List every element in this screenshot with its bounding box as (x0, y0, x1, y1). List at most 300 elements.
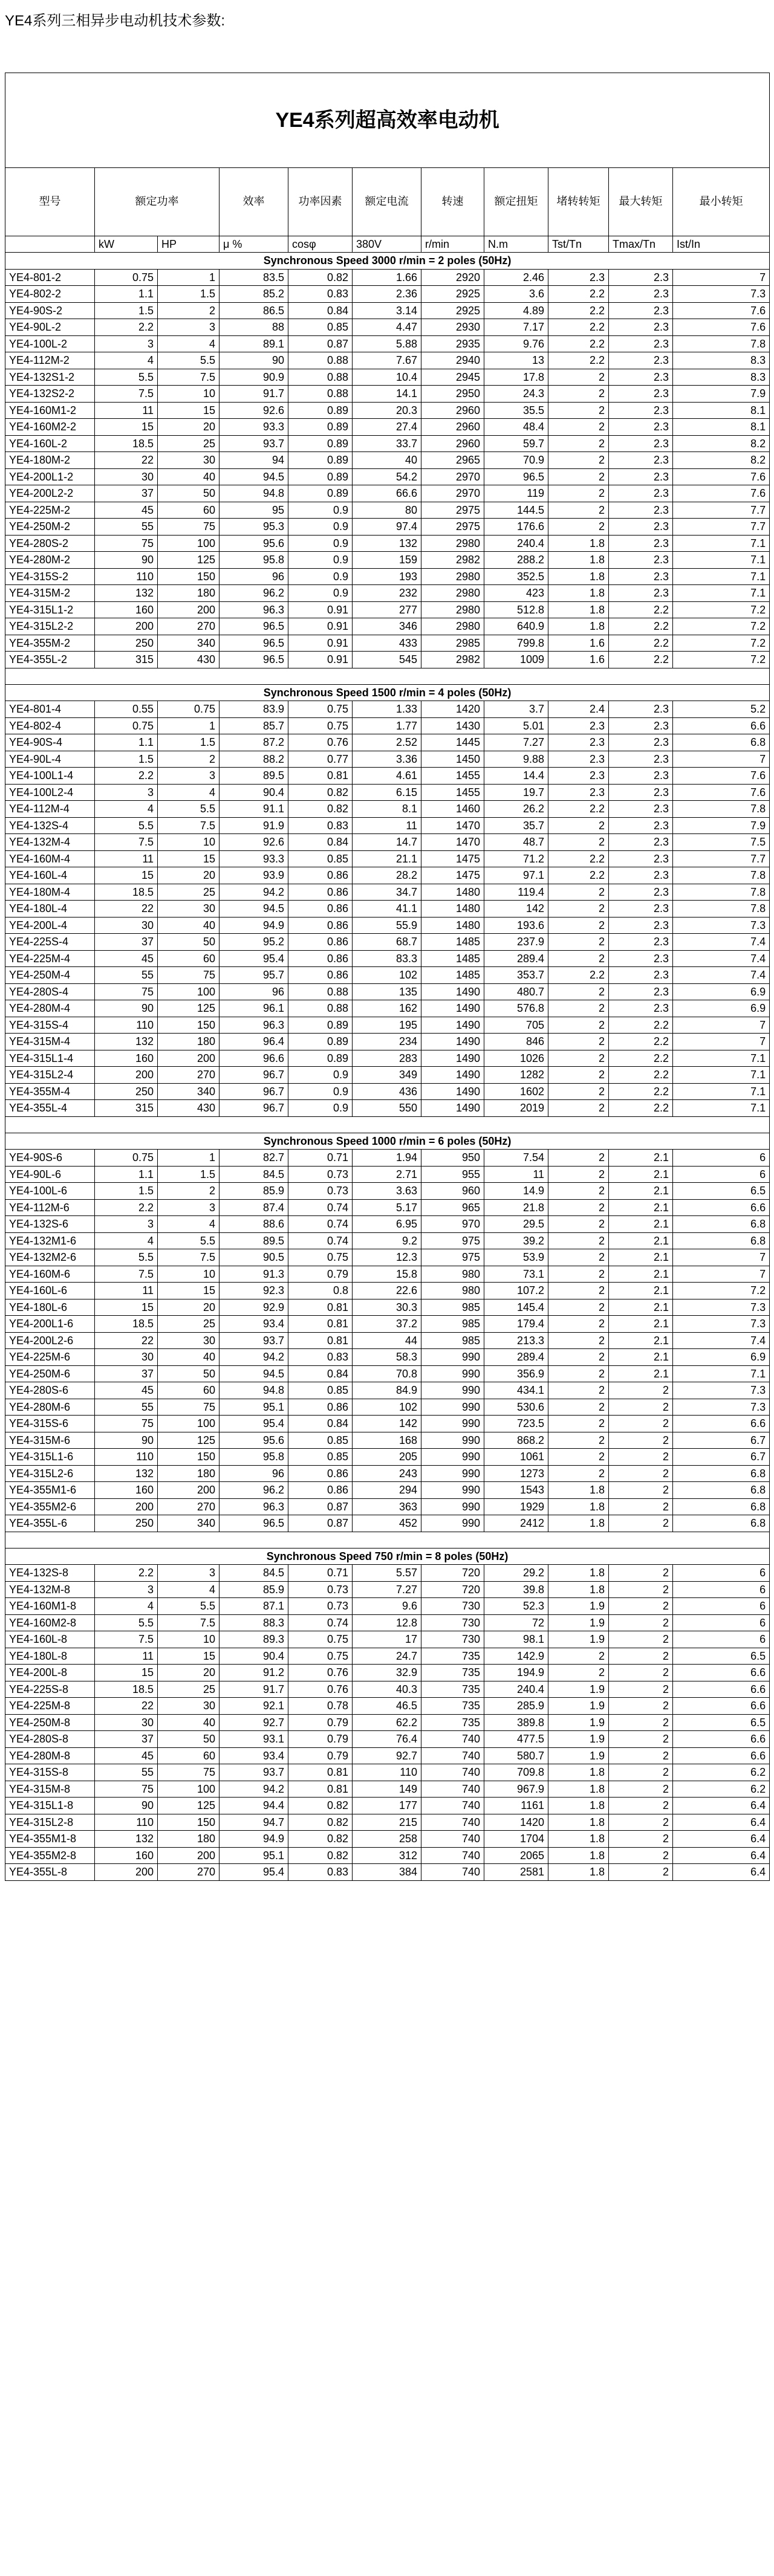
value-cell: 315 (95, 1100, 158, 1117)
value-cell: 0.88 (288, 1000, 353, 1017)
value-cell: 1704 (484, 1831, 548, 1848)
value-cell: 2 (548, 1465, 609, 1482)
column-header: 型号 (5, 168, 95, 236)
value-cell: 990 (421, 1449, 484, 1466)
model-cell: YE4-355L-2 (5, 652, 95, 668)
value-cell: 2 (548, 1349, 609, 1366)
value-cell: 1.8 (548, 1764, 609, 1781)
value-cell: 0.89 (288, 452, 353, 469)
value-cell: 93.9 (220, 867, 288, 884)
value-cell: 2.2 (95, 768, 158, 785)
value-cell: 1445 (421, 734, 484, 751)
model-cell: YE4-160M2-2 (5, 419, 95, 436)
value-cell: 2.3 (609, 452, 673, 469)
value-cell: 17 (353, 1631, 421, 1648)
value-cell: 6.6 (673, 1747, 770, 1764)
value-cell: 95.3 (220, 519, 288, 536)
value-cell: 1485 (421, 950, 484, 967)
column-header: 额定功率 (95, 168, 220, 236)
value-cell: 2 (548, 1449, 609, 1466)
value-cell: 37 (95, 1731, 158, 1748)
value-cell: 88.2 (220, 751, 288, 768)
value-cell: 2.3 (609, 585, 673, 602)
table-row (5, 535, 770, 552)
table-row (5, 934, 770, 951)
value-cell: 1.8 (548, 535, 609, 552)
value-cell: 990 (421, 1349, 484, 1366)
value-cell: 1490 (421, 1000, 484, 1017)
model-cell: YE4-225M-4 (5, 950, 95, 967)
model-cell: YE4-280S-4 (5, 983, 95, 1000)
value-cell: 50 (158, 1731, 220, 1748)
value-cell: 45 (95, 1747, 158, 1764)
value-cell: 110 (353, 1764, 421, 1781)
value-cell: 30 (158, 1698, 220, 1715)
value-cell: 6.8 (673, 1216, 770, 1233)
value-cell: 2982 (421, 652, 484, 668)
value-cell: 709.8 (484, 1764, 548, 1781)
value-cell: 96.4 (220, 1034, 288, 1050)
value-cell: 89.5 (220, 768, 288, 785)
model-cell: YE4-280M-2 (5, 552, 95, 569)
value-cell: 92.7 (353, 1747, 421, 1764)
value-cell: 1.77 (353, 717, 421, 734)
value-cell: 92.9 (220, 1299, 288, 1316)
table-row (5, 1266, 770, 1283)
value-cell: 2.52 (353, 734, 421, 751)
value-cell: 194.9 (484, 1665, 548, 1681)
value-cell: 8.3 (673, 352, 770, 369)
value-cell: 975 (421, 1249, 484, 1266)
value-cell: 6.6 (673, 1416, 770, 1432)
value-cell: 0.86 (288, 1465, 353, 1482)
value-cell: 0.85 (288, 1432, 353, 1449)
value-cell: 2 (548, 934, 609, 951)
model-cell: YE4-250M-2 (5, 519, 95, 536)
value-cell: 2.1 (609, 1316, 673, 1333)
value-cell: 7.6 (673, 485, 770, 502)
value-cell: 2 (609, 1565, 673, 1582)
value-cell: 71.2 (484, 850, 548, 867)
model-cell: YE4-160M1-2 (5, 402, 95, 419)
value-cell: 10 (158, 1631, 220, 1648)
value-cell: 1.9 (548, 1714, 609, 1731)
value-cell: 6.7 (673, 1449, 770, 1466)
value-cell: 2 (609, 1731, 673, 1748)
value-cell: 0.9 (288, 1067, 353, 1084)
table-row (5, 1465, 770, 1482)
value-cell: 5.57 (353, 1565, 421, 1582)
value-cell: 7.2 (673, 652, 770, 668)
value-cell: 90 (95, 1798, 158, 1814)
value-cell: 15 (158, 850, 220, 867)
value-cell: 289.4 (484, 950, 548, 967)
value-cell: 7.2 (673, 601, 770, 618)
value-cell: 1026 (484, 1050, 548, 1067)
model-cell: YE4-132S2-2 (5, 386, 95, 403)
value-cell: 2 (548, 1017, 609, 1034)
table-row (5, 983, 770, 1000)
table-row (5, 502, 770, 519)
value-cell: 40 (158, 1714, 220, 1731)
value-cell: 0.75 (288, 701, 353, 718)
value-cell: 96.5 (220, 652, 288, 668)
section-gap (5, 1532, 770, 1548)
value-cell: 352.5 (484, 568, 548, 585)
value-cell: 80 (353, 502, 421, 519)
value-cell: 1450 (421, 751, 484, 768)
value-cell: 150 (158, 568, 220, 585)
value-cell: 2 (548, 1150, 609, 1167)
model-cell: YE4-90S-2 (5, 302, 95, 319)
model-cell: YE4-180M-2 (5, 452, 95, 469)
value-cell: 740 (421, 1864, 484, 1881)
value-cell: 66.6 (353, 485, 421, 502)
value-cell: 250 (95, 635, 158, 652)
value-cell: 1.9 (548, 1631, 609, 1648)
value-cell: 0.9 (288, 1100, 353, 1117)
value-cell: 4 (95, 352, 158, 369)
value-cell: 2 (609, 1864, 673, 1881)
value-cell: 1.9 (548, 1614, 609, 1631)
value-cell: 1.5 (158, 734, 220, 751)
value-cell: 740 (421, 1731, 484, 1748)
value-cell: 4 (158, 335, 220, 352)
value-cell: 102 (353, 967, 421, 984)
value-cell: 205 (353, 1449, 421, 1466)
value-cell: 2.3 (609, 717, 673, 734)
value-cell: 0.86 (288, 901, 353, 917)
value-cell: 20 (158, 419, 220, 436)
value-cell: 95.2 (220, 934, 288, 951)
value-cell: 6 (673, 1631, 770, 1648)
units-row (5, 236, 770, 253)
value-cell: 2.2 (609, 601, 673, 618)
value-cell: 10.4 (353, 369, 421, 386)
model-cell: YE4-90L-2 (5, 319, 95, 336)
table-row (5, 1249, 770, 1266)
value-cell: 5.5 (158, 1598, 220, 1615)
value-cell: 93.7 (220, 1332, 288, 1349)
value-cell: 7.3 (673, 1299, 770, 1316)
value-cell: 30 (95, 468, 158, 485)
value-cell: 2.3 (609, 352, 673, 369)
value-cell: 53.9 (484, 1249, 548, 1266)
value-cell: 2 (548, 1665, 609, 1681)
model-cell: YE4-315S-2 (5, 568, 95, 585)
value-cell: 100 (158, 535, 220, 552)
value-cell: 315 (95, 652, 158, 668)
value-cell: 480.7 (484, 983, 548, 1000)
value-cell: 83.3 (353, 950, 421, 967)
value-cell: 2.3 (609, 768, 673, 785)
table-row (5, 1665, 770, 1681)
table-row (5, 768, 770, 785)
gap-cell (5, 1116, 770, 1133)
value-cell: 0.89 (288, 435, 353, 452)
value-cell: 0.81 (288, 1764, 353, 1781)
value-cell: 82.7 (220, 1150, 288, 1167)
model-cell: YE4-801-4 (5, 701, 95, 718)
value-cell: 6.4 (673, 1831, 770, 1848)
value-cell: 15 (158, 1283, 220, 1299)
value-cell: 0.86 (288, 967, 353, 984)
value-cell: 90.9 (220, 369, 288, 386)
value-cell: 730 (421, 1631, 484, 1648)
value-cell: 94.5 (220, 1365, 288, 1382)
value-cell: 90.4 (220, 784, 288, 801)
value-cell: 89.3 (220, 1631, 288, 1648)
value-cell: 50 (158, 934, 220, 951)
value-cell: 12.3 (353, 1249, 421, 1266)
value-cell: 0.82 (288, 1814, 353, 1831)
value-cell: 7.1 (673, 535, 770, 552)
value-cell: 6.9 (673, 1000, 770, 1017)
value-cell: 799.8 (484, 635, 548, 652)
value-cell: 3.63 (353, 1183, 421, 1200)
value-cell: 0.9 (288, 552, 353, 569)
value-cell: 22 (95, 1698, 158, 1715)
value-cell: 2 (609, 1581, 673, 1598)
value-cell: 8.1 (673, 419, 770, 436)
value-cell: 2 (548, 1216, 609, 1233)
model-cell: YE4-132S-8 (5, 1565, 95, 1582)
value-cell: 2 (158, 1183, 220, 1200)
value-cell: 7.8 (673, 335, 770, 352)
value-cell: 37 (95, 934, 158, 951)
model-cell: YE4-160M1-8 (5, 1598, 95, 1615)
value-cell: 2.3 (609, 468, 673, 485)
value-cell: 868.2 (484, 1432, 548, 1449)
value-cell: 87.2 (220, 734, 288, 751)
value-cell: 160 (95, 1050, 158, 1067)
value-cell: 2.3 (548, 734, 609, 751)
value-cell: 91.3 (220, 1266, 288, 1283)
value-cell: 6.5 (673, 1648, 770, 1665)
value-cell: 2 (548, 901, 609, 917)
value-cell: 0.88 (288, 983, 353, 1000)
value-cell: 2950 (421, 386, 484, 403)
value-cell: 180 (158, 1831, 220, 1848)
value-cell: 7.6 (673, 784, 770, 801)
value-cell: 6.8 (673, 1482, 770, 1499)
value-cell: 2.1 (609, 1199, 673, 1216)
value-cell: 2 (609, 1432, 673, 1449)
value-cell: 1485 (421, 934, 484, 951)
value-cell: 730 (421, 1598, 484, 1615)
value-cell: 6.6 (673, 1698, 770, 1715)
model-cell: YE4-132M-4 (5, 834, 95, 851)
value-cell: 436 (353, 1083, 421, 1100)
value-cell: 55 (95, 967, 158, 984)
section-gap (5, 668, 770, 684)
value-cell: 1.8 (548, 552, 609, 569)
value-cell: 4 (95, 1598, 158, 1615)
model-cell: YE4-112M-4 (5, 801, 95, 818)
model-cell: YE4-250M-4 (5, 967, 95, 984)
value-cell: 22 (95, 901, 158, 917)
value-cell: 990 (421, 1498, 484, 1515)
value-cell: 119 (484, 485, 548, 502)
value-cell: 312 (353, 1847, 421, 1864)
table-row (5, 468, 770, 485)
value-cell: 40.3 (353, 1681, 421, 1698)
value-cell: 75 (95, 983, 158, 1000)
model-cell: YE4-280M-6 (5, 1399, 95, 1416)
value-cell: 2970 (421, 485, 484, 502)
value-cell: 2920 (421, 269, 484, 286)
value-cell: 1.1 (95, 734, 158, 751)
value-cell: 1480 (421, 917, 484, 934)
value-cell: 980 (421, 1266, 484, 1283)
value-cell: 60 (158, 502, 220, 519)
value-cell: 0.82 (288, 269, 353, 286)
value-cell: 0.71 (288, 1565, 353, 1582)
value-cell: 9.6 (353, 1598, 421, 1615)
value-cell: 990 (421, 1382, 484, 1399)
value-cell: 40 (158, 468, 220, 485)
value-cell: 7.5 (95, 386, 158, 403)
value-cell: 55 (95, 1399, 158, 1416)
table-row (5, 1050, 770, 1067)
value-cell: 7.6 (673, 468, 770, 485)
value-cell: 2.2 (609, 618, 673, 635)
value-cell: 2.1 (609, 1166, 673, 1183)
model-cell: YE4-315L2-8 (5, 1814, 95, 1831)
value-cell: 2.1 (609, 1249, 673, 1266)
value-cell: 6.6 (673, 1681, 770, 1698)
value-cell: 5.01 (484, 717, 548, 734)
section-title: Synchronous Speed 750 r/min = 8 poles (50Hz) (5, 1548, 770, 1565)
value-cell: 1490 (421, 1050, 484, 1067)
value-cell: 970 (421, 1216, 484, 1233)
value-cell: 2.3 (609, 850, 673, 867)
value-cell: 30.3 (353, 1299, 421, 1316)
value-cell: 0.87 (288, 1498, 353, 1515)
value-cell: 98.1 (484, 1631, 548, 1648)
table-row (5, 352, 770, 369)
value-cell: 2.3 (609, 419, 673, 436)
value-cell: 1.5 (95, 751, 158, 768)
value-cell: 45 (95, 1382, 158, 1399)
value-cell: 19.7 (484, 784, 548, 801)
value-cell: 2925 (421, 286, 484, 303)
unit-cell: Ist/In (673, 236, 770, 253)
gap-cell (5, 668, 770, 684)
value-cell: 0.77 (288, 751, 353, 768)
value-cell: 75 (158, 1399, 220, 1416)
value-cell: 6.6 (673, 717, 770, 734)
value-cell: 1.5 (95, 1183, 158, 1200)
gap-cell (5, 1532, 770, 1548)
value-cell: 96.7 (220, 1100, 288, 1117)
value-cell: 7.4 (673, 967, 770, 984)
unit-cell: μ % (220, 236, 288, 253)
value-cell: 6 (673, 1614, 770, 1631)
value-cell: 9.76 (484, 335, 548, 352)
value-cell: 2.3 (609, 386, 673, 403)
value-cell: 1543 (484, 1482, 548, 1499)
value-cell: 2980 (421, 568, 484, 585)
value-cell: 530.6 (484, 1399, 548, 1416)
table-row (5, 652, 770, 668)
value-cell: 7.2 (673, 1283, 770, 1299)
model-cell: YE4-132S-6 (5, 1216, 95, 1233)
value-cell: 95.1 (220, 1399, 288, 1416)
value-cell: 1.8 (548, 1798, 609, 1814)
value-cell: 2 (548, 1416, 609, 1432)
value-cell: 2 (548, 369, 609, 386)
table-row (5, 1283, 770, 1299)
value-cell: 1490 (421, 1083, 484, 1100)
value-cell: 2945 (421, 369, 484, 386)
value-cell: 7.5 (95, 1266, 158, 1283)
value-cell: 22.6 (353, 1283, 421, 1299)
value-cell: 3 (95, 1216, 158, 1233)
value-cell: 96.5 (220, 1515, 288, 1532)
table-row (5, 850, 770, 867)
value-cell: 2.2 (95, 1565, 158, 1582)
value-cell: 960 (421, 1183, 484, 1200)
value-cell: 0.85 (288, 850, 353, 867)
value-cell: 37 (95, 1365, 158, 1382)
value-cell: 735 (421, 1681, 484, 1698)
value-cell: 7.5 (95, 834, 158, 851)
model-cell: YE4-280S-6 (5, 1382, 95, 1399)
value-cell: 349 (353, 1067, 421, 1084)
value-cell: 2935 (421, 335, 484, 352)
value-cell: 0.89 (288, 1017, 353, 1034)
value-cell: 3.14 (353, 302, 421, 319)
value-cell: 91.7 (220, 1681, 288, 1698)
value-cell: 96.3 (220, 1498, 288, 1515)
value-cell: 0.87 (288, 1515, 353, 1532)
value-cell: 22 (95, 452, 158, 469)
value-cell: 250 (95, 1083, 158, 1100)
value-cell: 2.3 (609, 934, 673, 951)
value-cell: 0.75 (288, 1648, 353, 1665)
value-cell: 0.81 (288, 1332, 353, 1349)
value-cell: 30 (158, 452, 220, 469)
value-cell: 110 (95, 1449, 158, 1466)
table-row (5, 1798, 770, 1814)
column-header: 堵转转矩 (548, 168, 609, 236)
value-cell: 6.15 (353, 784, 421, 801)
value-cell: 90 (95, 1000, 158, 1017)
value-cell: 2.3 (609, 967, 673, 984)
value-cell: 7.9 (673, 386, 770, 403)
value-cell: 2960 (421, 402, 484, 419)
value-cell: 363 (353, 1498, 421, 1515)
unit-cell: cosφ (288, 236, 353, 253)
value-cell: 2.1 (609, 1183, 673, 1200)
value-cell: 7.8 (673, 867, 770, 884)
value-cell: 7.7 (673, 850, 770, 867)
value-cell: 20 (158, 1665, 220, 1681)
value-cell: 95.6 (220, 535, 288, 552)
value-cell: 2 (609, 1747, 673, 1764)
value-cell: 0.74 (288, 1614, 353, 1631)
model-cell: YE4-132S-4 (5, 817, 95, 834)
value-cell: 740 (421, 1847, 484, 1864)
value-cell: 160 (95, 1482, 158, 1499)
value-cell: 2.3 (609, 834, 673, 851)
value-cell: 96 (220, 983, 288, 1000)
value-cell: 2.3 (609, 435, 673, 452)
model-cell: YE4-180M-4 (5, 884, 95, 901)
value-cell: 2.3 (609, 568, 673, 585)
value-cell: 8.3 (673, 369, 770, 386)
